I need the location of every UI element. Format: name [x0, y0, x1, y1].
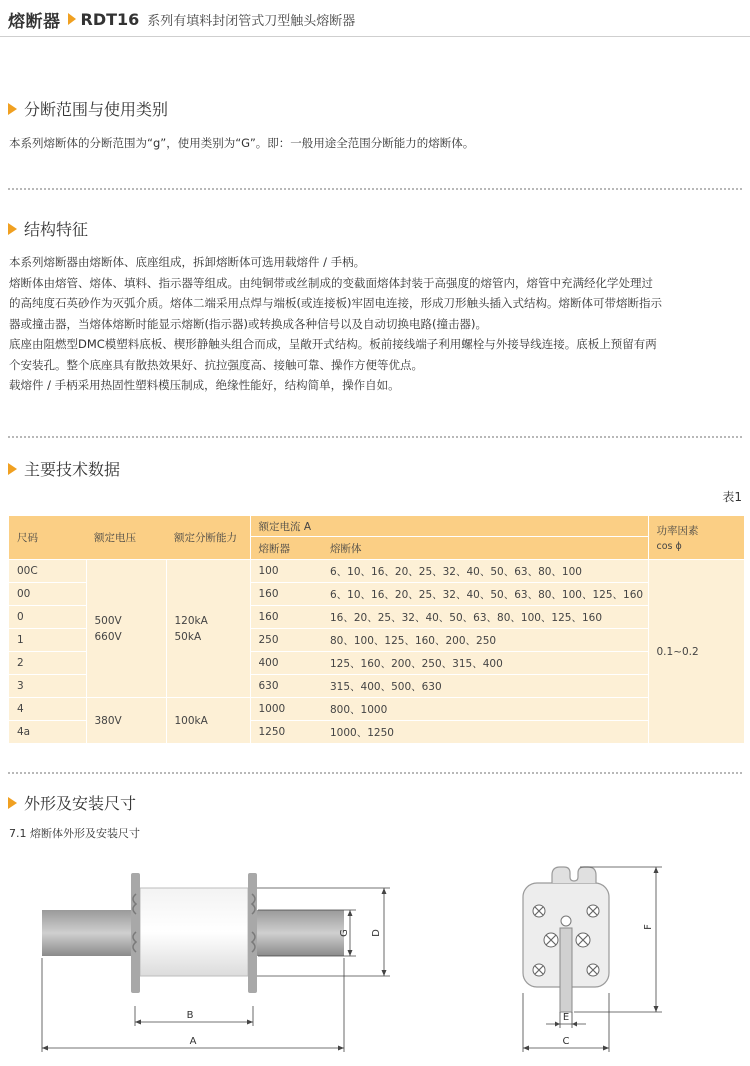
section-bullet-icon	[8, 223, 17, 235]
cell-size: 4	[9, 698, 86, 721]
cell-fuse-link-current: 6、10、16、20、25、32、40、50、63、80、100、125、160	[322, 583, 648, 606]
cell-fuse-base-current: 250	[250, 629, 322, 652]
cell-voltage-group1	[86, 560, 166, 698]
cell-fuse-base-current: 160	[250, 606, 322, 629]
power-factor-sub-label: cos ϕ	[656, 541, 682, 552]
dimension-label-g: G	[339, 929, 350, 937]
paragraph-line: 本系列熔断器由熔断体、底座组成，拆卸熔断体可选用载熔件 / 手柄。	[9, 255, 366, 269]
section-title-text: 主要技术数据	[24, 460, 121, 479]
dimension-b	[135, 1006, 253, 1026]
left-blade-contact	[42, 910, 134, 956]
breaking-value: 120kA	[174, 614, 208, 627]
header-arrow-icon	[68, 13, 76, 25]
header-rated-voltage: 额定电压	[86, 516, 166, 560]
cell-size: 1	[9, 629, 86, 652]
page-header	[8, 6, 355, 32]
paragraph-line: 的高纯度石英砂作为灭弧介质。熔体二端采用点焊与端板(或连接板)牢固电连接，形成刀形触头插入式结构。熔断体可带熔断指示	[9, 296, 662, 310]
cell-size: 2	[9, 652, 86, 675]
voltage-value: 500V	[94, 614, 122, 627]
section-title-text: 外形及安装尺寸	[24, 794, 137, 813]
section-title-dimensions	[8, 791, 136, 814]
section-body-breaking-range	[9, 133, 747, 154]
cell-fuse-link-current: 125、160、200、250、315、400	[322, 652, 648, 675]
cell-size: 00C	[9, 560, 86, 583]
section-body-structure	[9, 252, 747, 396]
header-fuse-base: 熔断器	[250, 537, 322, 560]
product-description: 系列有填料封闭管式刀型触头熔断器	[147, 13, 356, 29]
front-blade	[560, 928, 572, 1012]
cell-fuse-base-current: 630	[250, 675, 322, 698]
cell-fuse-base-current: 1250	[250, 721, 322, 744]
model-number: RDT16	[80, 9, 140, 29]
paragraph-line: 底座由阻燃型DMC模塑料底板、楔形静触头组合而成，呈敞开式结构。板前接线端子利用螺栓与外接导线连接。底板上预留有两	[9, 337, 657, 351]
section-divider	[8, 772, 742, 774]
table-header-row	[9, 516, 744, 537]
cell-fuse-base-current: 160	[250, 583, 322, 606]
dimension-label-e: E	[562, 1012, 570, 1023]
section-title-technical-data	[8, 457, 120, 480]
table-number: 表1	[722, 490, 742, 504]
cell-size: 0	[9, 606, 86, 629]
dimension-e	[546, 1012, 586, 1028]
header-fuse-link: 熔断体	[322, 537, 648, 560]
cell-breaking-group1	[166, 560, 250, 698]
cell-fuse-link-current: 1000、1250	[322, 721, 648, 744]
cell-size: 00	[9, 583, 86, 606]
dimension-label-c: C	[562, 1036, 570, 1047]
paragraph-line: 器或撞击器，当熔体熔断时能显示熔断(指示器)或转换成各种信号以及自动切换电路(撞击器)。	[9, 316, 487, 331]
paragraph-line: 本系列熔断体的分断范围为“g”，使用类别为“G”。即：一般用途全范围分断能力的熔断体。	[9, 136, 475, 150]
paragraph-line: 个安装孔。整个底座具有散热效果好、抗拉强度高、接触可靠、操作方便等优点。	[9, 357, 423, 372]
header-divider	[0, 36, 750, 37]
section-bullet-icon	[8, 797, 17, 809]
header-size: 尺码	[9, 516, 86, 560]
section-title-text: 分断范围与使用类别	[24, 100, 169, 119]
right-blade-contact	[254, 910, 344, 956]
cell-size: 4a	[9, 721, 86, 744]
fuse-dimension-drawing	[0, 848, 750, 1066]
section-bullet-icon	[8, 463, 17, 475]
section-title-breaking-range	[8, 97, 168, 120]
fuse-side-view	[42, 873, 390, 1052]
fuse-body	[140, 888, 248, 976]
cell-fuse-link-current: 315、400、500、630	[322, 675, 648, 698]
cell-power-factor: 0.1~0.2	[648, 560, 744, 744]
breaking-value: 50kA	[174, 630, 202, 643]
drawing-caption: 7.1 熔断体外形及安装尺寸	[9, 827, 140, 840]
dimension-label-f: F	[643, 924, 654, 930]
technical-data-table	[9, 516, 744, 744]
fuse-front-view	[523, 867, 662, 1052]
header-breaking-capacity: 额定分断能力	[166, 516, 250, 560]
dimension-label-b: B	[186, 1010, 194, 1021]
section-divider	[8, 188, 742, 190]
header-rated-current: 额定电流 A	[250, 516, 648, 537]
indicator-top	[552, 867, 596, 883]
power-factor-label: 功率因素	[656, 525, 699, 537]
table-row	[9, 560, 744, 583]
section-title-structure	[8, 217, 88, 240]
cell-fuse-base-current: 100	[250, 560, 322, 583]
voltage-value: 660V	[94, 630, 122, 643]
cell-breaking-group2: 100kA	[166, 698, 250, 744]
paragraph-line: 熔断体由熔管、熔体、填料、指示器等组成。由纯铜带或丝制成的变截面熔体封装于高强度的熔管内，熔管中充满经化学处理过	[9, 275, 653, 290]
cell-size: 3	[9, 675, 86, 698]
section-title-text: 结构特征	[24, 220, 89, 239]
cell-fuse-base-current: 400	[250, 652, 322, 675]
section-divider	[8, 436, 742, 438]
category-title: 熔断器	[8, 11, 61, 32]
dimension-label-a: A	[189, 1036, 197, 1047]
cell-fuse-base-current: 1000	[250, 698, 322, 721]
cell-fuse-link-current: 80、100、125、160、200、250	[322, 629, 648, 652]
section-bullet-icon	[8, 103, 17, 115]
cell-fuse-link-current: 16、20、25、32、40、50、63、80、100、125、160	[322, 606, 648, 629]
paragraph-line: 载熔件 / 手柄采用热固性塑料模压制成，绝缘性能好，结构简单，操作自如。	[9, 378, 400, 392]
cell-fuse-link-current: 800、1000	[322, 698, 648, 721]
cell-voltage-group2: 380V	[86, 698, 166, 744]
table-row	[9, 698, 744, 721]
header-power-factor	[648, 516, 744, 560]
dimension-label-d: D	[371, 929, 382, 937]
cell-fuse-link-current: 6、10、16、20、25、32、40、50、63、80、100	[322, 560, 648, 583]
